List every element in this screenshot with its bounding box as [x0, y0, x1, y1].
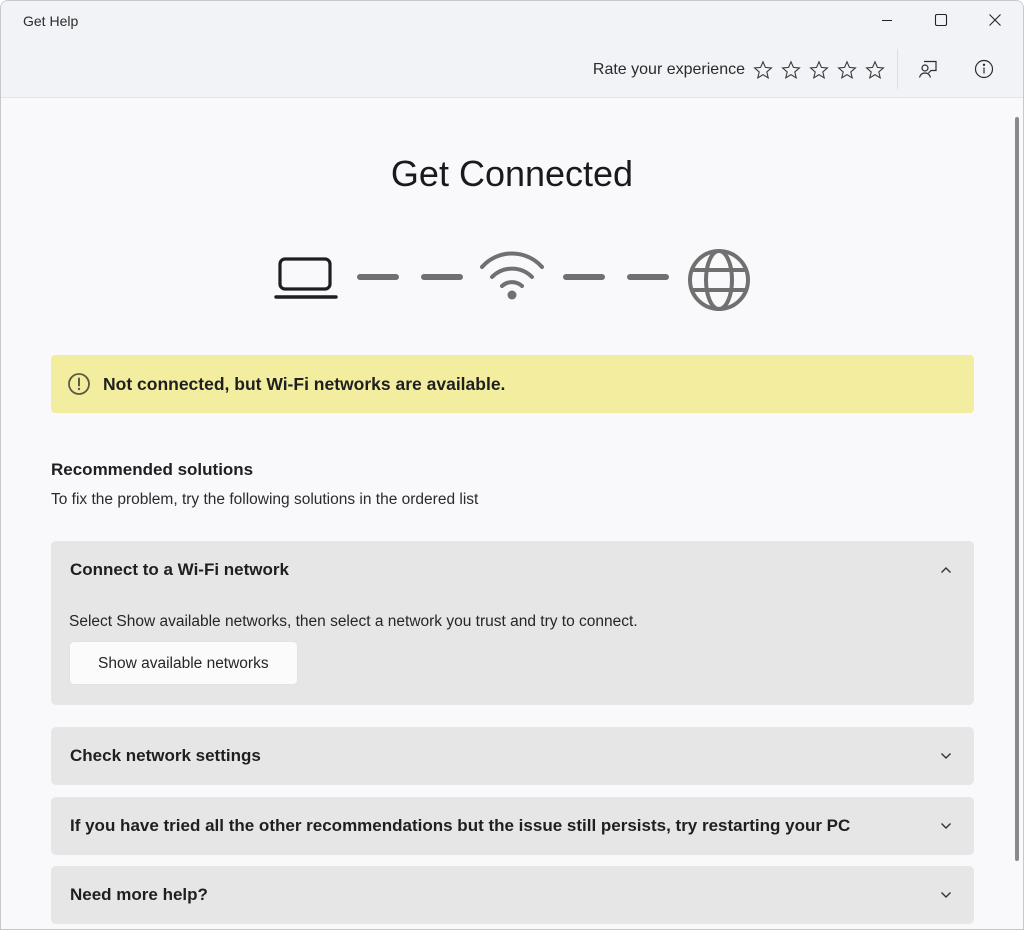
- accordion-body: [51, 599, 974, 705]
- page-title: Get Connected: [390, 153, 634, 194]
- feedback-button[interactable]: [911, 53, 945, 85]
- accordion-title: Check network settings: [70, 746, 261, 765]
- feedback-icon: [917, 58, 939, 80]
- accordion-header[interactable]: [51, 866, 974, 924]
- chevron-down-icon: [938, 748, 954, 764]
- solution-accordion-restart-pc[interactable]: [51, 797, 974, 855]
- main-content: [1, 99, 1011, 930]
- accordion-title: Need more help?: [70, 885, 208, 904]
- star-2-button[interactable]: [777, 56, 805, 84]
- toolbar-divider: [897, 49, 898, 89]
- solution-accordion-more-help[interactable]: [51, 866, 974, 924]
- show-available-networks-button[interactable]: Show available networks: [69, 641, 298, 685]
- connection-dash: [627, 274, 669, 280]
- chevron-down-icon: [938, 887, 954, 903]
- connection-diagram: [273, 249, 753, 311]
- star-5-button[interactable]: [861, 56, 889, 84]
- minimize-icon: [881, 14, 893, 26]
- solution-accordion-network-settings[interactable]: [51, 727, 974, 785]
- chevron-down-icon: [938, 818, 954, 834]
- info-icon: [974, 59, 994, 79]
- info-button[interactable]: [967, 53, 1001, 85]
- close-button[interactable]: [972, 5, 1018, 35]
- close-icon: [988, 13, 1002, 27]
- minimize-button[interactable]: [864, 5, 910, 35]
- vertical-scrollbar[interactable]: [1015, 117, 1019, 861]
- star-3-button[interactable]: [805, 56, 833, 84]
- app-title: Get Help: [23, 13, 79, 29]
- recommended-solutions-subtitle: To fix the problem, try the following solutions in the ordered list: [51, 491, 479, 508]
- maximize-icon: [934, 13, 948, 27]
- accordion-title: If you have tried all the other recommendations but the issue still persists, try restarting your PC: [70, 816, 851, 835]
- accordion-title: Connect to a Wi-Fi network: [70, 560, 289, 579]
- accordion-header[interactable]: [51, 727, 974, 785]
- connection-dash: [357, 274, 399, 280]
- accordion-header[interactable]: [51, 541, 974, 599]
- recommended-solutions-heading: Recommended solutions: [51, 460, 254, 479]
- rate-experience: [593, 55, 889, 85]
- chevron-up-icon: [938, 562, 954, 578]
- star-outline-icon: [809, 60, 829, 80]
- star-outline-icon: [865, 60, 885, 80]
- rate-label: Rate your experience: [592, 61, 745, 78]
- laptop-icon: [273, 255, 339, 301]
- wifi-icon: [478, 251, 546, 301]
- status-banner: [51, 355, 974, 413]
- star-4-button[interactable]: [833, 56, 861, 84]
- status-banner-text: Not connected, but Wi-Fi networks are available.: [103, 373, 506, 394]
- connection-dash: [421, 274, 463, 280]
- star-outline-icon: [781, 60, 801, 80]
- globe-icon: [687, 248, 751, 312]
- warning-circle-icon: [67, 372, 91, 396]
- maximize-button[interactable]: [918, 5, 964, 35]
- star-outline-icon: [837, 60, 857, 80]
- star-1-button[interactable]: [749, 56, 777, 84]
- title-bar: [1, 1, 1023, 98]
- solution-accordion-connect-wifi: [51, 541, 974, 705]
- accordion-header[interactable]: [51, 797, 974, 855]
- star-outline-icon: [753, 60, 773, 80]
- solution-description: Select Show available networks, then select a network you trust and try to connect.: [69, 613, 638, 630]
- connection-dash: [563, 274, 605, 280]
